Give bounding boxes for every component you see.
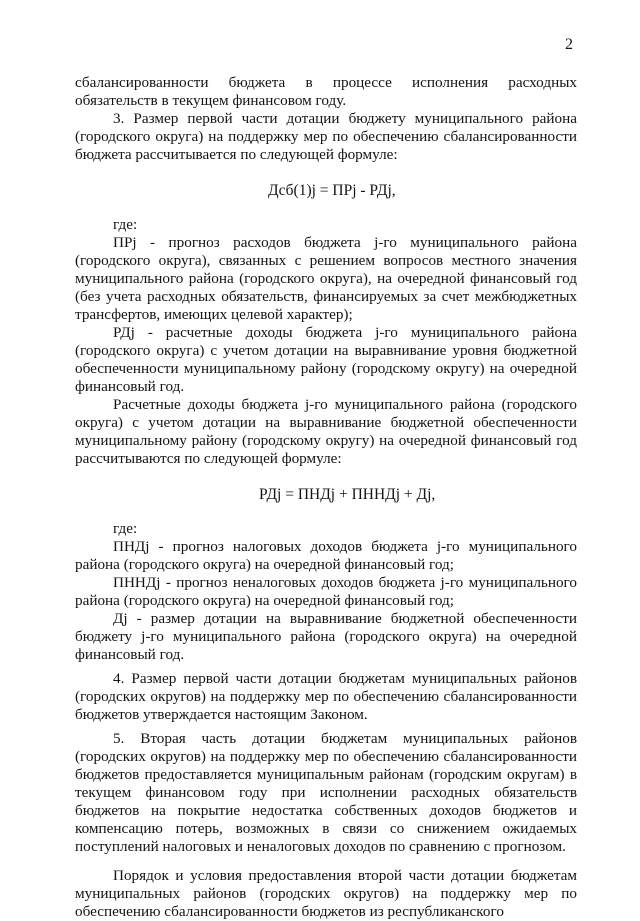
where-label: где:: [113, 216, 138, 233]
paragraph-continuation: сбалансированности бюджета в процессе исполнения расходных обязательств в текущем финансовом году.: [75, 74, 577, 109]
definition-symbol: Дj: [113, 610, 128, 627]
definition-text: - размер дотации на выравнивание бюджетной обеспеченности бюджету j-го муниципального района (городского округа) на очередной финансовый год.: [75, 610, 577, 663]
definition-text: - прогноз неналоговых доходов бюджета j-го муниципального района (городского округа) на очередной финансовый год;: [75, 574, 577, 609]
definition-pnd: [75, 538, 577, 574]
definition-rd: [75, 324, 577, 396]
definition-symbol: ПPj: [113, 234, 137, 251]
paragraph-item-5: 5. Вторая часть дотации бюджетам муниципальных районов (городских округов) на поддержку мер по обеспечению сбалансированности бюджетов предоставляется муниципальным районам (городским округам) в текущем финансовом году при исполнении расходных обязательств бюджетов на покрытие недостатка собственных доходов бюджетов и компенсацию потерь, возможных в связи со снижением ожидаемых поступлений налоговых и неналоговых доходов по сравнению с прогнозом.: [75, 730, 577, 855]
page-number: 2: [565, 36, 573, 53]
definition-text: - прогноз расходов бюджета j-го муниципального района (городского округа), связанных с решением вопросов местного значения муниципального района (городского округа), на очередной финансовый год (без учета расходных обязательств, финансируемых за счет межбюджетных трансфертов, имеющих целевой характер);: [75, 234, 577, 323]
paragraph-calc-income: Расчетные доходы бюджета j-го муниципального района (городского округа) с учетом дотации на выравнивание бюджетной обеспеченности муниципальному району (городскому округу) на очередной финансовый год рассчитываются по следующей формуле:: [75, 396, 577, 467]
paragraph-item-4: 4. Размер первой части дотации бюджетам муниципальных районов (городских округов) на поддержку мер по обеспечению сбалансированности бюджетов утверждается настоящим Законом.: [75, 670, 577, 723]
formula-first-part: Дсб(1)j = ПPj - РДj,: [268, 182, 396, 199]
definition-symbol: ПННДj: [113, 574, 161, 591]
definition-text: - расчетные доходы бюджета j-го муниципального района (городского округа) с учетом дотации на выравнивание уровня бюджетной обеспеченности муниципальному району (городскому округу) на очередной финансовый год.: [75, 324, 577, 395]
definition-symbol: РДj: [113, 324, 135, 341]
paragraph-procedure: Порядок и условия предоставления второй части дотации бюджетам муниципальных районов (городских округов) на поддержку мер по обеспечению сбалансированности бюджетов из республиканского: [75, 867, 577, 920]
definition-text: - прогноз налоговых доходов бюджета j-го муниципального района (городского округа) на очередной финансовый год;: [75, 538, 577, 573]
definition-pnnd: [75, 574, 577, 610]
paragraph-item-3: 3. Размер первой части дотации бюджету муниципального района (городского округа) на поддержку мер по обеспечению сбалансированности бюджета рассчитывается по следующей формуле:: [75, 110, 577, 163]
definition-symbol: ПНДj: [113, 538, 150, 555]
document-body: [75, 74, 577, 921]
definition-d: [75, 610, 577, 664]
formula-calc-income: РДj = ПНДj + ПННДj + Дj,: [259, 486, 436, 503]
definition-pr: [75, 234, 577, 324]
where-label: где:: [113, 520, 138, 537]
